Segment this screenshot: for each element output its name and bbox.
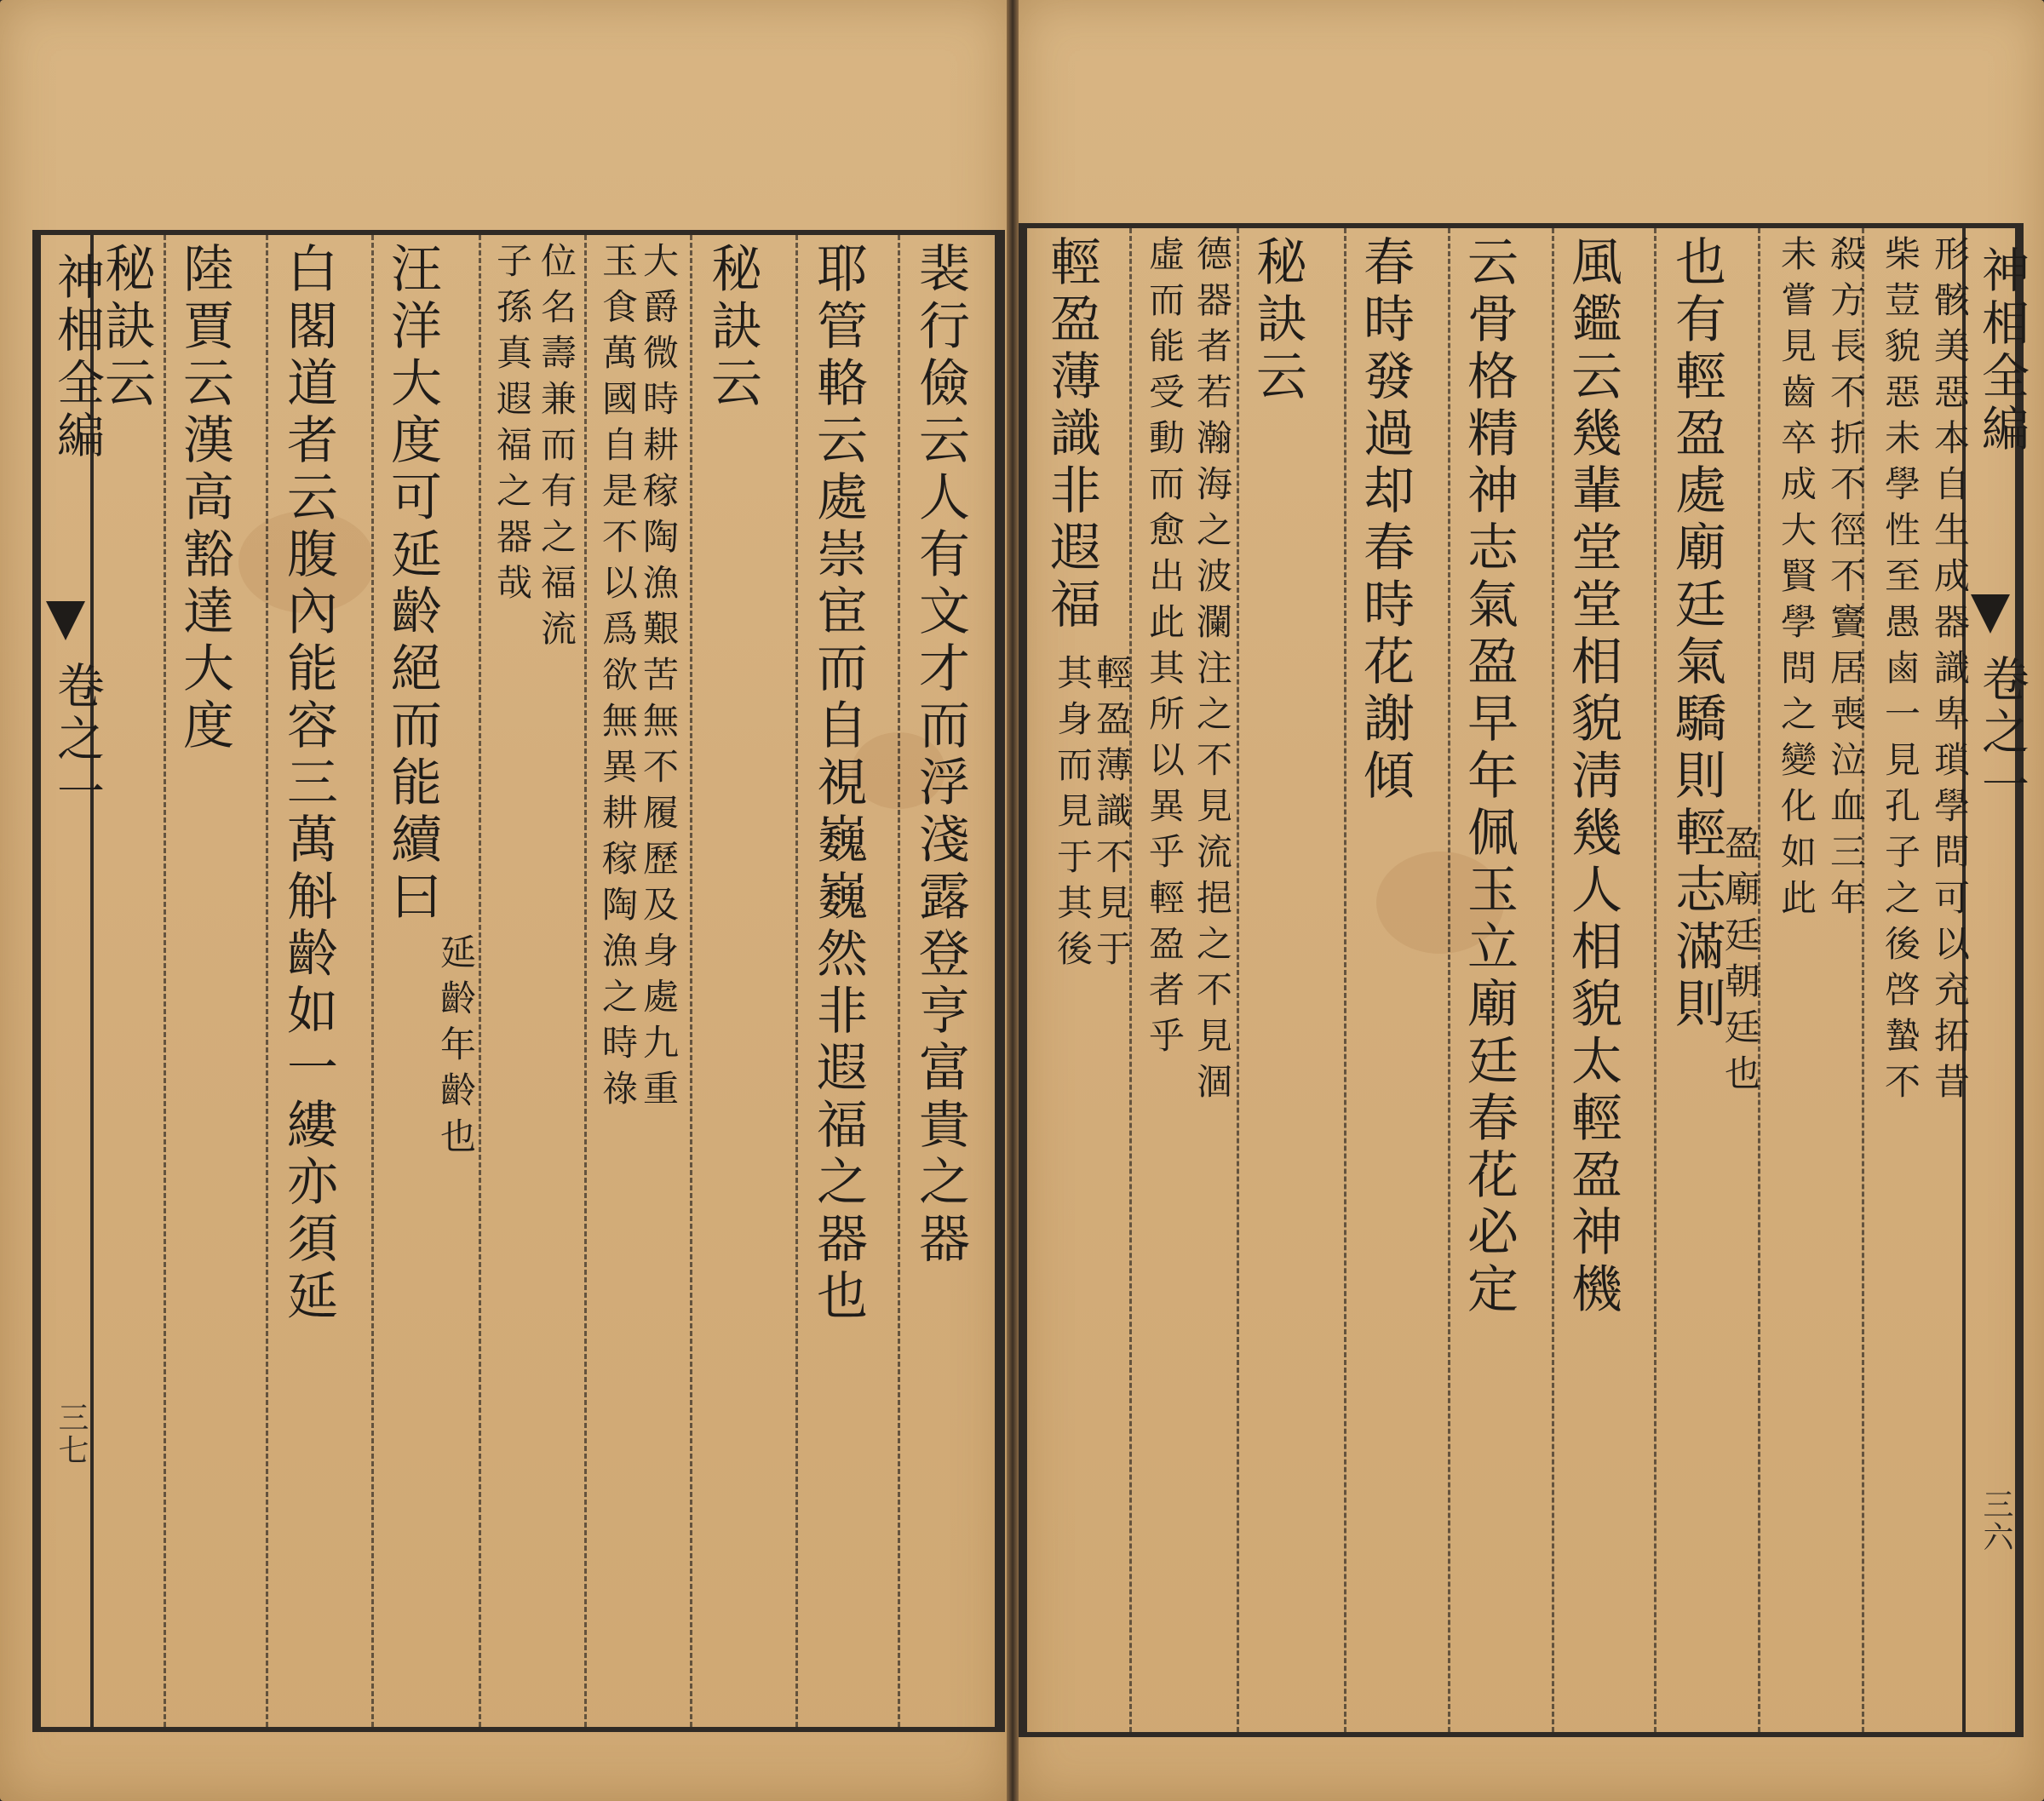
left-text-frame	[32, 230, 1005, 1732]
book-gutter	[1007, 0, 1019, 1801]
text-column: 春時發過却春時花謝傾	[1355, 235, 1415, 806]
fish-tail-mark	[1971, 594, 2010, 634]
column-rule	[1654, 228, 1656, 1732]
commentary-column: 玉食萬國自是不以爲欲無異耕稼陶漁之時祿	[597, 242, 639, 1116]
text-column: 也有輕盈處廟廷氣驕則輕志滿則	[1667, 235, 1726, 1034]
column-rule	[479, 235, 481, 1727]
text-column: 風鑑云幾輩堂堂相貌淸幾人相貌太輕盈神機	[1563, 235, 1622, 1319]
commentary-column: 盈廟廷朝廷也	[1720, 824, 1761, 1100]
text-column: 秘訣云	[1248, 235, 1307, 406]
folio-number: 三六	[1978, 1488, 2013, 1553]
commentary-column: 德器者若瀚海之波瀾注之不見流挹之不見涸	[1191, 235, 1233, 1109]
margin-juan: 卷之一	[49, 661, 105, 819]
column-rule	[1129, 228, 1132, 1732]
text-column: 裴行儉云人有文才而浮淺露登亨富貴之器	[910, 242, 970, 1269]
column-rule	[266, 235, 268, 1727]
column-rule	[164, 235, 166, 1727]
text-column: 汪洋大度可延齡絕而能續曰	[382, 242, 442, 926]
fish-tail-mark	[46, 601, 85, 640]
column-rule	[795, 235, 798, 1727]
column-rule	[371, 235, 374, 1727]
column-rule	[1237, 228, 1239, 1732]
margin-title: 神相全編	[1974, 245, 2030, 456]
right-page	[1019, 0, 2044, 1801]
column-rule	[1344, 228, 1346, 1732]
column-rule	[1448, 228, 1450, 1732]
commentary-column: 延齡年齡也	[435, 933, 477, 1163]
left-margin-column	[37, 235, 105, 1727]
text-column: 耶管輅云處崇宦而自視巍巍然非遐福之器也	[808, 242, 868, 1326]
commentary-column: 大爵微時耕稼陶漁艱苦無不履歷及身處九重	[638, 242, 680, 1116]
commentary-column: 子孫真遐福之器哉	[491, 242, 533, 610]
column-rule	[690, 235, 692, 1727]
commentary-column: 位名壽兼而有之福流	[536, 242, 577, 656]
commentary-column: 形骸美惡本自生成器識卑瑣學問可以充拓昔	[1929, 235, 1971, 1109]
column-rule	[1552, 228, 1554, 1732]
commentary-column: 殺方長不折不徑不竇居喪泣血三年	[1825, 235, 1867, 925]
folio-number: 三七	[54, 1402, 89, 1466]
text-column: 秘訣云	[703, 242, 762, 413]
commentary-column: 虛而能受動而愈出此其所以異乎輕盈者乎	[1144, 235, 1186, 1063]
commentary-column: 未嘗見齒卒成大賢學問之變化如此	[1776, 235, 1817, 925]
text-column: 白閣道者云腹內能容三萬斛齡如一縷亦須延	[278, 242, 338, 1326]
margin-juan: 卷之一	[1974, 654, 2030, 812]
column-rule	[898, 235, 900, 1727]
text-column: 云骨格精神志氣盈早年佩玉立廟廷春花必定	[1459, 235, 1519, 1319]
column-rule	[584, 235, 587, 1727]
commentary-column: 其身而見于其後	[1052, 654, 1094, 976]
commentary-column: 柴荳貌惡未學性至愚鹵一見孔子之後啓蟄不	[1880, 235, 1921, 1109]
margin-title: 神相全編	[49, 252, 105, 463]
text-column: 秘訣云	[96, 242, 156, 413]
left-page	[0, 0, 1007, 1801]
commentary-column: 輕盈薄識不見于	[1091, 654, 1133, 976]
right-text-frame	[1019, 223, 2030, 1737]
text-column: 陸賈云漢高豁達大度	[175, 242, 234, 755]
text-column: 輕盈薄識非遐福	[1042, 235, 1101, 634]
